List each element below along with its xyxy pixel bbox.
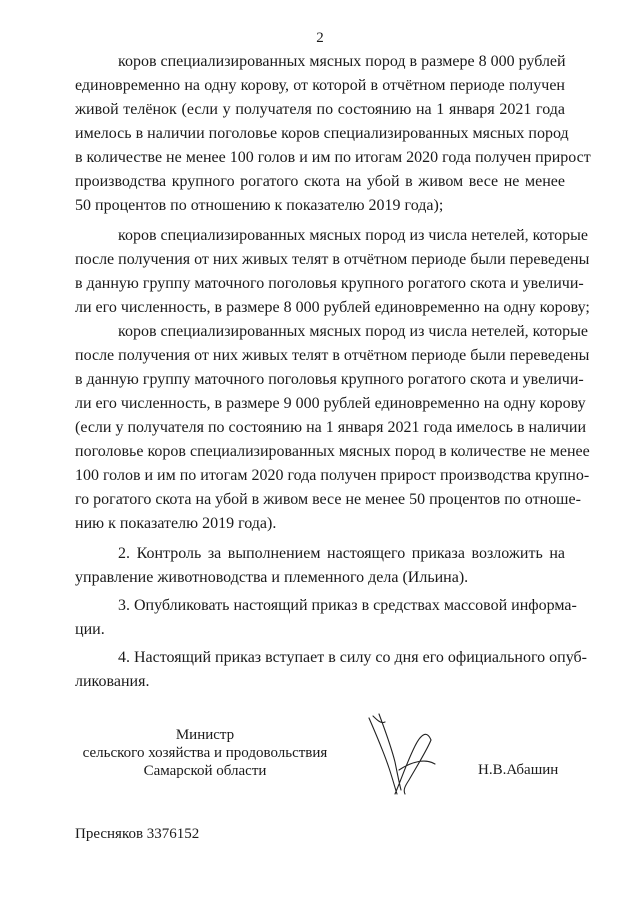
text-line: в данную группу маточного поголовья крупного рогатого скота и увеличи- <box>75 275 584 292</box>
text-line: нию к показателю 2019 года). <box>75 515 277 532</box>
text-line: 100 голов и им по итогам 2020 года получен прирост производства крупно- <box>75 467 590 484</box>
text-line: после получения от них живых телят в отчётном периоде были переведены <box>75 347 590 364</box>
text-line: поголовье коров специализированных мясных пород в количестве не менее <box>75 443 590 460</box>
text-line: управление животноводства и племенного дела (Ильина). <box>75 569 469 586</box>
text-line: ли его численность, в размере 8 000 рублей единовременно на одну корову; <box>75 299 590 316</box>
text-line: в количестве не менее 100 голов и им по итогам 2020 года получен прирост <box>75 149 591 166</box>
executor-footer: Пресняков 3376152 <box>75 826 200 842</box>
text-line: ции. <box>75 621 105 638</box>
text-line: 3. Опубликовать настоящий приказ в средствах массовой информа- <box>118 597 577 614</box>
text-line: имелось в наличии поголовье коров специализированных мясных пород <box>75 125 569 142</box>
text-line: единовременно на одну корову, от которой в отчётном периоде получен <box>75 77 565 94</box>
text-line: 2. Контроль за выполнением настоящего приказа возложить на <box>118 545 565 562</box>
text-line: (если у получателя по состоянию на 1 января 2021 года имелось в наличии <box>75 419 587 436</box>
signatory-name: Н.В.Абашин <box>478 762 559 778</box>
text-line: коров специализированных мясных пород из числа нетелей, которые <box>118 227 589 244</box>
page-number: 2 <box>316 30 324 46</box>
text-line: ликования. <box>75 673 150 690</box>
signatory-title-line: Самарской области <box>143 763 267 779</box>
text-line: в данную группу маточного поголовья крупного рогатого скота и увеличи- <box>75 371 584 388</box>
text-line: коров специализированных мясных пород в размере 8 000 рублей <box>118 53 566 70</box>
text-line: 4. Настоящий приказ вступает в силу со дня его официального опуб- <box>118 649 587 666</box>
text-line: ли его численность, в размере 9 000 рублей единовременно на одну корову <box>75 395 586 412</box>
signatory-title <box>60 726 350 780</box>
text-line: после получения от них живых телят в отчётном периоде были переведены <box>75 251 590 268</box>
signatory-title-line: сельского хозяйства и продовольствия <box>82 745 328 761</box>
text-line: коров специализированных мясных пород из числа нетелей, которые <box>118 323 589 340</box>
handwritten-signature <box>355 710 445 800</box>
text-line: го рогатого скота на убой в живом весе не менее 50 процентов по отноше- <box>75 491 581 508</box>
text-line: производства крупного рогатого скота на убой в живом весе не менее <box>75 173 565 190</box>
text-line: 50 процентов по отношению к показателю 2019 года); <box>75 197 444 214</box>
signatory-title-line: Министр <box>175 727 235 743</box>
text-line: живой телёнок (если у получателя по состоянию на 1 января 2021 года <box>75 101 565 118</box>
